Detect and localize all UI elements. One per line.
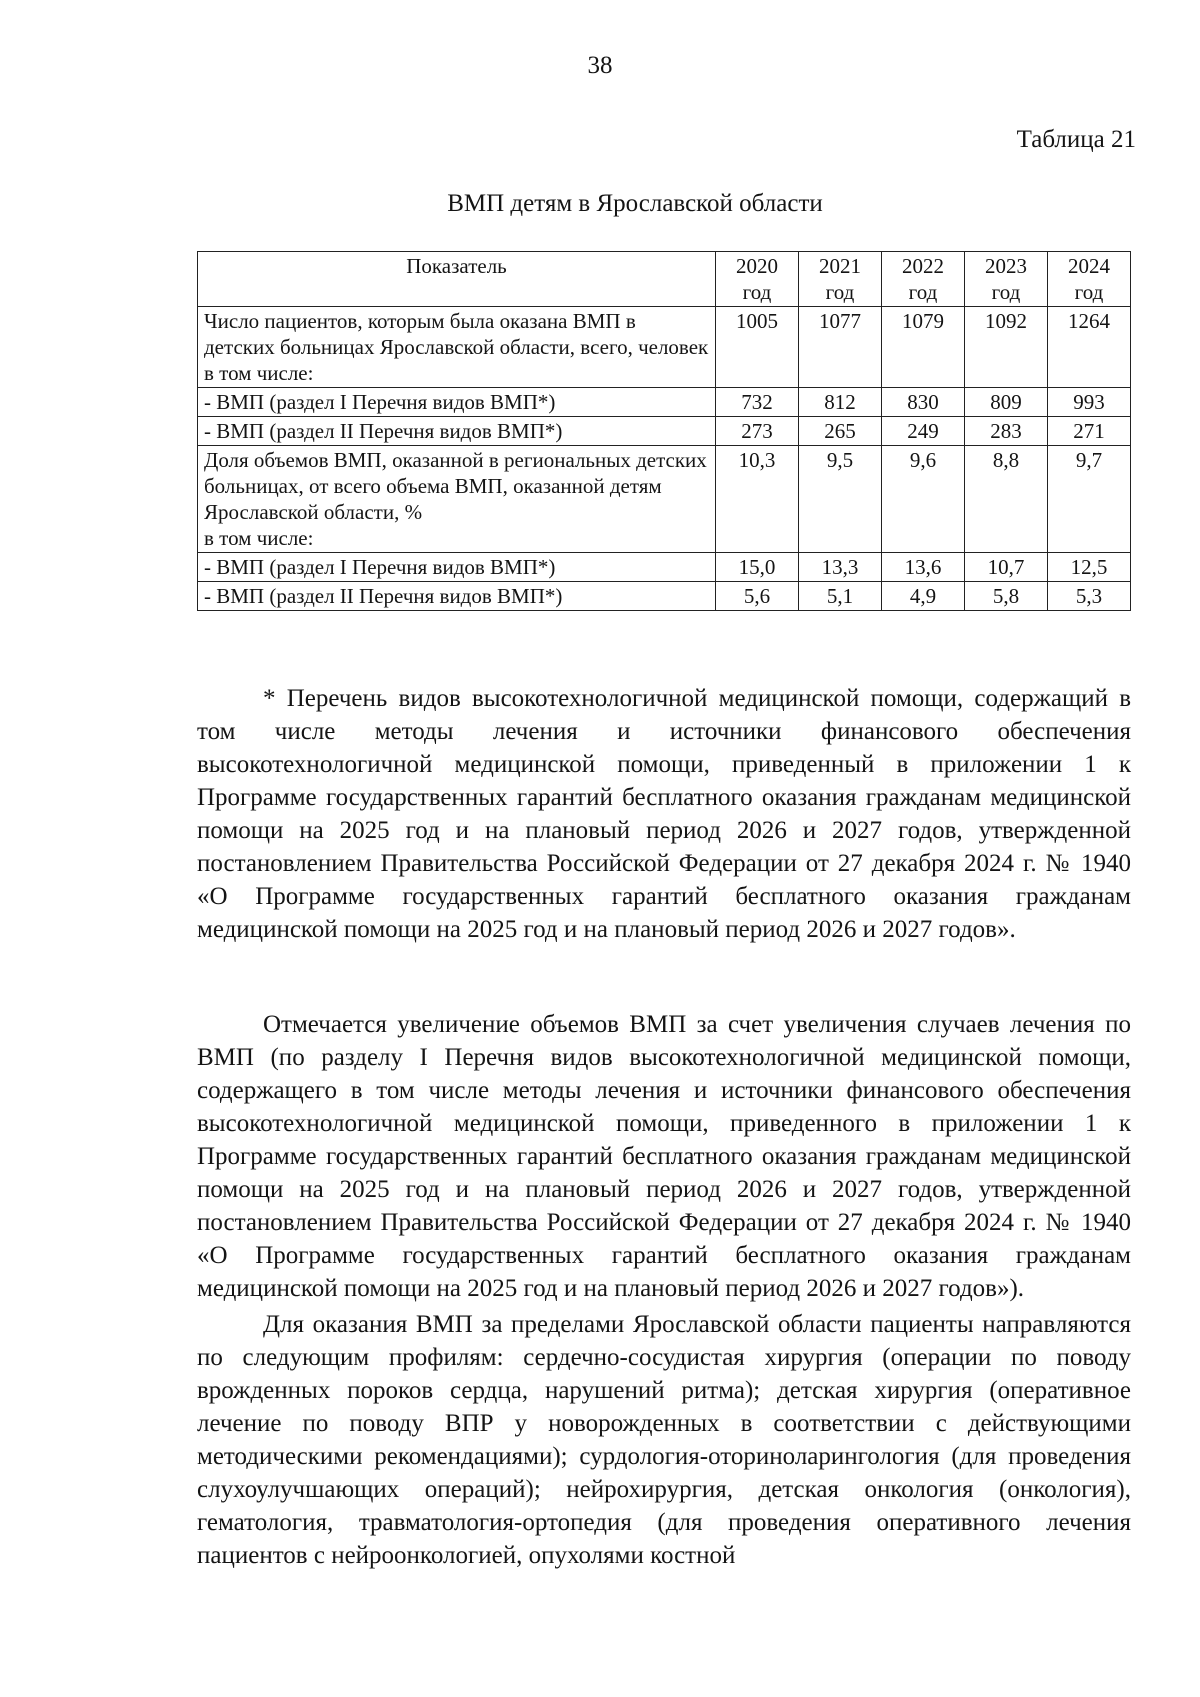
cell-value: 13,6 [882,553,965,582]
cell-value: 12,5 [1048,553,1131,582]
cell-value: 10,3 [716,446,799,553]
cell-value: 5,8 [965,582,1048,611]
header-year-2020: 2020 год [716,252,799,307]
row-label: - ВМП (раздел II Перечня видов ВМП*) [198,582,716,611]
header-year-2024: 2024 год [1048,252,1131,307]
row-label: - ВМП (раздел II Перечня видов ВМП*) [198,417,716,446]
row-label: Число пациентов, которым была оказана ВМП в детских больницах Ярославской области, всего, человек в том числе: [198,307,716,388]
cell-value: 1079 [882,307,965,388]
paragraph-block [197,1308,1131,1572]
table-title: ВМП детям в Ярославской области [447,190,823,217]
page-number: 38 [587,52,613,79]
cell-value: 1077 [799,307,882,388]
cell-value: 9,7 [1048,446,1131,553]
table-row [198,446,1131,553]
cell-value: 10,7 [965,553,1048,582]
footnote-block [197,682,1131,946]
cell-value: 812 [799,388,882,417]
header-indicator: Показатель [198,252,716,307]
row-label: Доля объемов ВМП, оказанной в региональных детских больницах, от всего объема ВМП, оказанной детям Ярославской области, % в том числе: [198,446,716,553]
table-header-row [198,252,1131,307]
cell-value: 5,6 [716,582,799,611]
data-table [197,251,1131,611]
cell-value: 271 [1048,417,1131,446]
cell-value: 15,0 [716,553,799,582]
cell-value: 830 [882,388,965,417]
table-row [198,582,1131,611]
header-year-2023: 2023 год [965,252,1048,307]
cell-value: 809 [965,388,1048,417]
table-label: Таблица 21 [1016,126,1136,153]
cell-value: 8,8 [965,446,1048,553]
cell-value: 993 [1048,388,1131,417]
table-row [198,553,1131,582]
table-row [198,417,1131,446]
paragraph-text: Для оказания ВМП за пределами Ярославской области пациенты направляются по следующим профилям: сердечно-сосудистая хирургия (операции по поводу врожденных пороков сердца, нарушений ритма); детская хирургия (оперативное лечение по поводу ВПР у новорожденных в соответствии с действующими методическими рекомендациями); сурдология-оториноларингология (для проведения слухоулучшающих операций); нейрохирургия, детская онкология (онкология), гематология, травматология-ортопедия (для проведения оперативного лечения пациентов с нейроонкологией, опухолями костной [197,1311,1131,1569]
cell-value: 9,5 [799,446,882,553]
table-row [198,307,1131,388]
header-year-2022: 2022 год [882,252,965,307]
cell-value: 283 [965,417,1048,446]
cell-value: 249 [882,417,965,446]
cell-value: 5,3 [1048,582,1131,611]
cell-value: 732 [716,388,799,417]
cell-value: 265 [799,417,882,446]
cell-value: 13,3 [799,553,882,582]
cell-value: 273 [716,417,799,446]
cell-value: 1092 [965,307,1048,388]
paragraph-text: Отмечается увеличение объемов ВМП за счет увеличения случаев лечения по ВМП (по разделу I Перечня видов высокотехнологичной медицинской помощи, содержащего в том числе методы лечения и источники финансового обеспечения высокотехнологичной медицинской помощи, приведенного в приложении 1 к Программе государственных гарантий бесплатного оказания гражданам медицинской помощи на 2025 год и на плановый период 2026 и 2027 годов, утвержденной постановлением Правительства Российской Федерации от 27 декабря 2024 г. № 1940 «О Программе государственных гарантий бесплатного оказания гражданам медицинской помощи на 2025 год и на плановый период 2026 и 2027 годов»). [197,1011,1131,1302]
cell-value: 1264 [1048,307,1131,388]
row-label: - ВМП (раздел I Перечня видов ВМП*) [198,553,716,582]
cell-value: 5,1 [799,582,882,611]
footnote-text: * Перечень видов высокотехнологичной медицинской помощи, содержащий в том числе методы лечения и источники финансового обеспечения высокотехнологичной медицинской помощи, приведенный в приложении 1 к Программе государственных гарантий бесплатного оказания гражданам медицинской помощи на 2025 год и на плановый период 2026 и 2027 годов, утвержденной постановлением Правительства Российской Федерации от 27 декабря 2024 г. № 1940 «О Программе государственных гарантий бесплатного оказания гражданам медицинской помощи на 2025 год и на плановый период 2026 и 2027 годов». [197,685,1131,943]
table-row [198,388,1131,417]
row-label: - ВМП (раздел I Перечня видов ВМП*) [198,388,716,417]
cell-value: 4,9 [882,582,965,611]
header-year-2021: 2021 год [799,252,882,307]
cell-value: 9,6 [882,446,965,553]
paragraph-block [197,1008,1131,1305]
cell-value: 1005 [716,307,799,388]
